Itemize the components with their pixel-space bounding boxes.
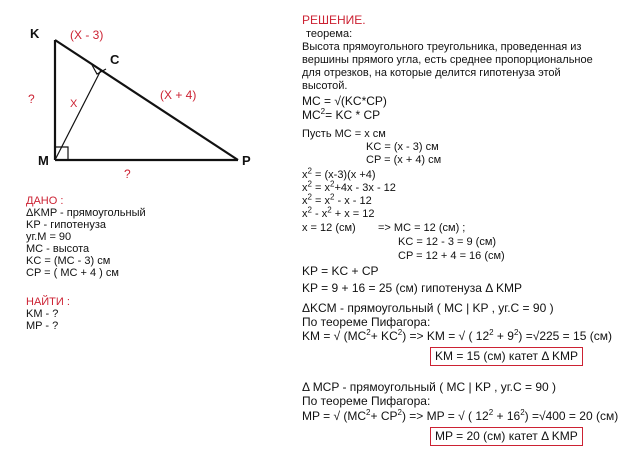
side-km-unknown-label: ?	[28, 92, 35, 106]
kc-result: KC = 12 - 3 = 9 (см)	[398, 236, 497, 248]
vertex-p-label: P	[242, 153, 251, 168]
right-angle-mark-m	[55, 147, 68, 160]
x-solution: x = 12 (см)	[302, 222, 356, 234]
given-line: CP = ( MC + 4 ) см	[26, 267, 119, 279]
altitude-mc-label: X	[70, 98, 78, 110]
theorem-line: высотой.	[302, 80, 348, 92]
mc-squared-formula: $MC^2=$ KC * CP	[302, 107, 381, 122]
theorem-line: для отрезков, на которые делится гипотенуза этой	[302, 67, 561, 79]
given-line: ΔKMP - прямоугольный	[26, 207, 146, 219]
kc-expression: KC = (x - 3) см	[366, 141, 439, 153]
side-cp-label: (X + 4)	[160, 88, 197, 102]
theorem-line: Высота прямоугольного треугольника, проведенная из	[302, 41, 582, 53]
equation-line: $x^2 = (x-3)(x +4)$	[302, 166, 376, 181]
cp-result: CP = 12 + 4 = 16 (см)	[398, 250, 505, 262]
mcp-title: Δ MCP - прямоугольный ( MC | KP , уг.C = 90 )	[302, 380, 557, 394]
given-line: KC = (MC - 3) см	[26, 255, 111, 267]
side-kc-label: (X - 3)	[70, 28, 104, 42]
theorem-label: теорема:	[306, 28, 353, 40]
cp-expression: CP = (x + 4) см	[366, 154, 442, 166]
find-line: KM - ?	[26, 308, 59, 320]
vertex-k-label: K	[30, 26, 40, 41]
let-mc-line: Пусть MC = x см	[302, 128, 386, 140]
mp-formula: MP = √ $(MC^2+ CP^2)$ => MP = √ ( $12^2 + 16^2) =√400 = 20$ (см)	[302, 408, 619, 423]
pythagoras-label-2: По теореме Пифагора:	[302, 394, 431, 408]
find-heading: НАЙТИ :	[26, 296, 70, 308]
vertex-c-label: C	[110, 52, 120, 67]
km-formula: KM = √ $(MC^2+ KC^2)$ => KM = √ ( $12^2 + 9^2) =√225 = 15$ (см)	[302, 328, 612, 343]
given-line: KP - гипотенуза	[26, 219, 107, 231]
given-line: MC - высота	[26, 243, 90, 255]
equation-line: $x^2 - x^2 + x = 12$	[302, 205, 375, 220]
kp-sum: KP = KC + CP	[302, 264, 379, 278]
hypotenuse-kp	[55, 40, 238, 160]
equation-line: $x^2 = x^2+4x - 3x - 12$	[302, 179, 396, 194]
kp-result: KP = 9 + 16 = 25 (см) гипотенуза Δ KMP	[302, 281, 522, 295]
ksm-title: ΔKCM - прямоугольный ( MC | KP , уг.C = 90 )	[302, 301, 554, 315]
equation-line: $x^2 = x^2 - x - 12$	[302, 192, 372, 207]
given-line: уг.M = 90	[26, 231, 72, 243]
vertex-m-label: M	[38, 153, 49, 168]
mp-answer-box: MP = 20 (см) катет Δ KMP	[430, 427, 583, 446]
mc-result: => MC = 12 (см) ;	[378, 222, 466, 234]
triangle-figure	[0, 0, 300, 200]
given-heading: ДАНО :	[26, 195, 64, 207]
pythagoras-label-1: По теореме Пифагора:	[302, 315, 431, 329]
side-mp-unknown-label: ?	[124, 167, 131, 181]
solution-heading: РЕШЕНИЕ.	[302, 13, 366, 27]
theorem-line: вершины прямого угла, есть среднее пропорциональное	[302, 54, 593, 66]
km-answer-box: KM = 15 (см) катет Δ KMP	[430, 347, 583, 366]
find-line: MP - ?	[26, 320, 59, 332]
mc-sqrt-formula: MC = √(KC*CP)	[302, 94, 387, 108]
